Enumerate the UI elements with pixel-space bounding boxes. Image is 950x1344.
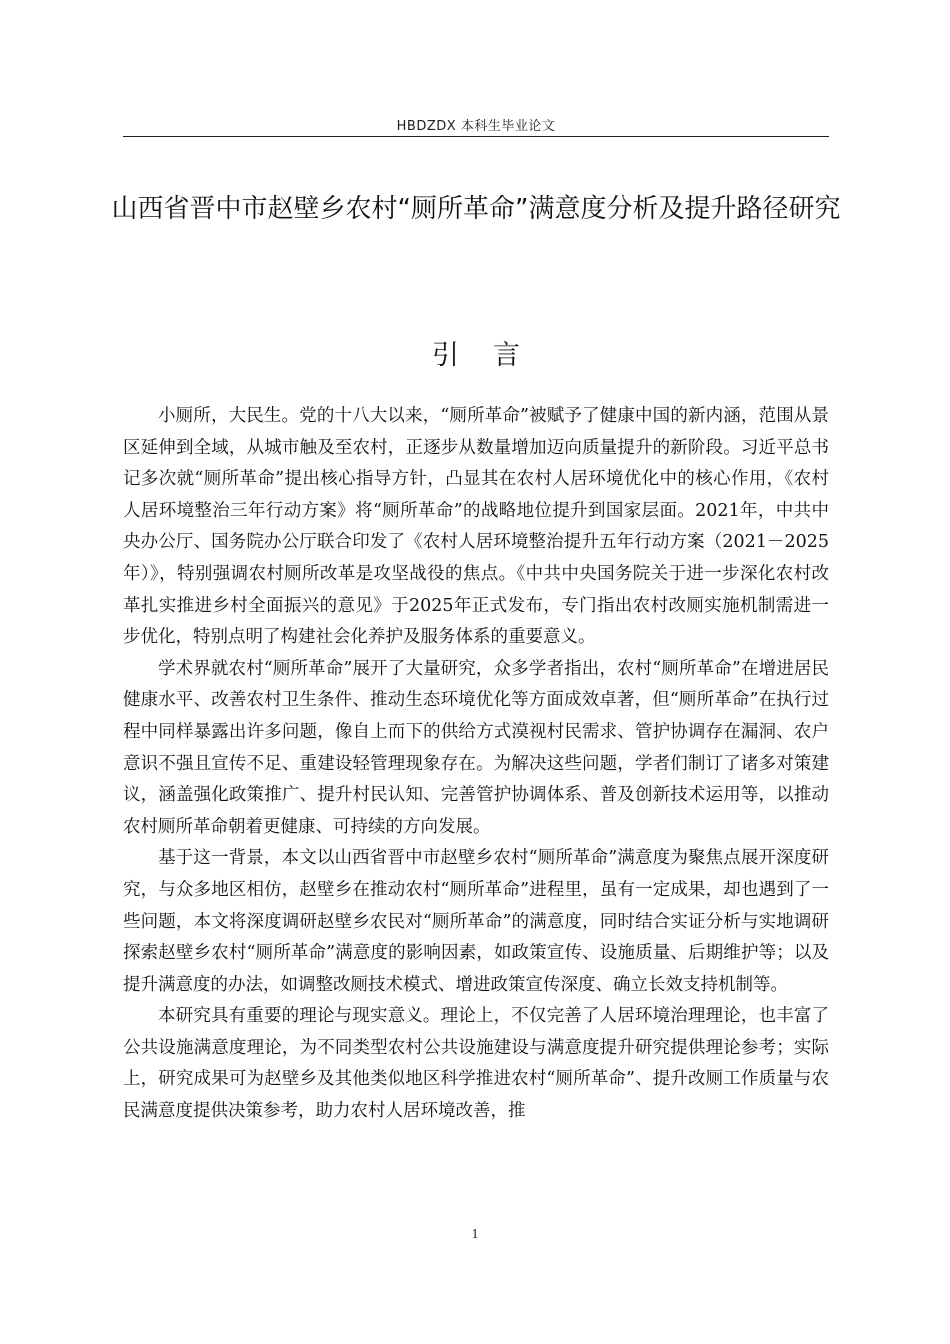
paragraph: 基于这一背景，本文以山西省晋中市赵壁乡农村“厕所革命”满意度为聚焦点展开深度研究，与众多地区相仿，赵壁乡在推动农村“厕所革命”进程里，虽有一定成果，却也遇到了一些问题，本文将深度调研赵壁乡农民对“厕所革命”的满意度，同时结合实证分析与实地调研探索赵壁乡农村“厕所革命”满意度的影响因素，如政策宣传、设施质量、后期维护等；以及提升满意度的办法，如调整改厕技术模式、增进政策宣传深度、确立长效支持机制等。 <box>123 848 829 995</box>
paragraph: 小厕所，大民生。党的十八大以来，“厕所革命”被赋予了健康中国的新内涵，范围从景区延伸到全域，从城市触及至农村，正逐步从数量增加迈向质量提升的新阶段。习近平总书记多次就“厕所革命”提出核心指导方针，凸显其在农村人居环境优化中的核心作用，《农村人居环境整治三年行动方案》将“厕所革命”的战略地位提升到国家层面。2021年，中共中央办公厅、国务院办公厅联合印发了《农村人居环境整治提升五年行动方案（2021－2025年）》，特别强调农村厕所改革是攻坚战役的焦点。《中共中央国务院关于进一步深化农村改革扎实推进乡村全面振兴的意见》于2025年正式发布，专门指出农村改厕实施机制需进一步优化，特别点明了构建社会化养护及服务体系的重要意义。 <box>123 406 829 648</box>
body-text <box>123 401 829 1128</box>
paragraph: 学术界就农村“厕所革命”展开了大量研究，众多学者指出，农村“厕所革命”在增进居民健康水平、改善农村卫生条件、推动生态环境优化等方面成效卓著，但“厕所革命”在执行过程中同样暴露出许多问题，像自上而下的供给方式漠视村民需求、管护协调存在漏洞、农户意识不强且宣传不足、重建设轻管理现象存在。为解决这些问题，学者们制订了诸多对策建议，涵盖强化政策推广、提升村民认知、完善管护协调体系、普及创新技术运用等，以推动农村厕所革命朝着更健康、可持续的方向发展。 <box>123 658 829 837</box>
paragraph: 本研究具有重要的理论与现实意义。理论上，不仅完善了人居环境治理理论，也丰富了公共设施满意度理论，为不同类型农村公共设施建设与满意度提升研究提供理论参考；实际上，研究成果可为赵壁乡及其他类似地区科学推进农村“厕所革命”、提升改厕工作质量与农民满意度提供决策参考，助力农村人居环境改善，推 <box>123 1006 829 1122</box>
running-header: HBDZDX 本科生毕业论文 <box>396 119 556 134</box>
thesis-title: 山西省晋中市赵壁乡农村“厕所革命”满意度分析及提升路径研究 <box>111 194 841 224</box>
header-divider <box>123 136 829 137</box>
page-number: 1 <box>471 1227 479 1242</box>
section-heading: 引言 <box>432 340 554 371</box>
